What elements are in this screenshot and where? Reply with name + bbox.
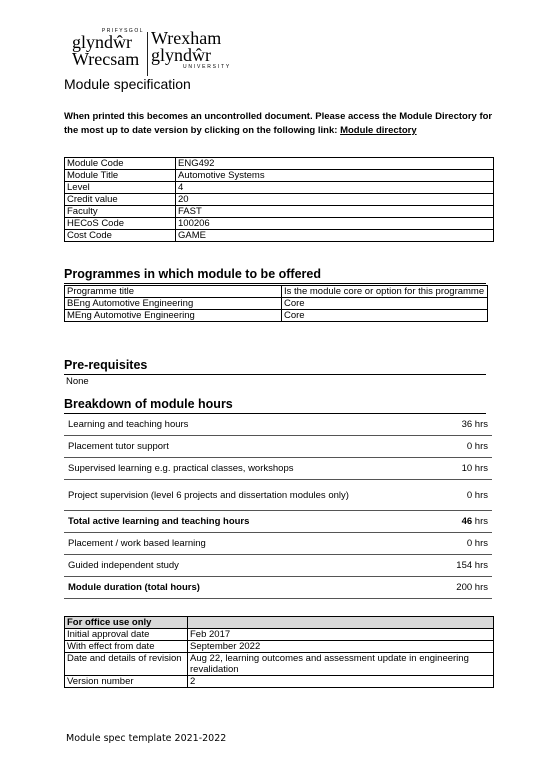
hours-value bbox=[364, 458, 492, 480]
logo-wrexham: Wrexham bbox=[151, 28, 222, 48]
logo-wrecsam: Wrecsam bbox=[72, 49, 140, 69]
table-row bbox=[65, 653, 494, 676]
info-key: Module Code bbox=[65, 158, 176, 170]
office-value: 2 bbox=[188, 676, 494, 688]
hours-number: 10 bbox=[461, 463, 473, 474]
hours-label: Module duration (total hours) bbox=[64, 577, 364, 599]
table-row bbox=[65, 230, 494, 242]
hours-label: Project supervision (level 6 projects and dissertation modules only) bbox=[64, 480, 364, 511]
info-key: Faculty bbox=[65, 206, 176, 218]
hours-value bbox=[364, 480, 492, 511]
hours-number: 0 bbox=[466, 489, 473, 501]
table-row bbox=[65, 641, 494, 653]
table-row bbox=[64, 436, 492, 458]
office-header: For office use only bbox=[65, 617, 188, 629]
info-value: 100206 bbox=[176, 218, 494, 230]
hours-number: 0 bbox=[466, 538, 473, 549]
office-value: Feb 2017 bbox=[188, 629, 494, 641]
logo-glyndwr-welsh: glyndŵr bbox=[72, 32, 132, 52]
university-logo bbox=[72, 28, 232, 78]
programmes-heading: Programmes in which module to be offered bbox=[64, 267, 321, 281]
hours-unit: hrs bbox=[472, 489, 488, 501]
info-key: HECoS Code bbox=[65, 218, 176, 230]
hours-unit: hrs bbox=[472, 560, 488, 571]
info-key: Module Title bbox=[65, 170, 176, 182]
table-row bbox=[65, 629, 494, 641]
office-value: Aug 22, learning outcomes and assessment update in engineering revalidation bbox=[188, 653, 494, 676]
table-row bbox=[64, 511, 492, 533]
table-row bbox=[65, 206, 494, 218]
table-row bbox=[64, 555, 492, 577]
info-value: Automotive Systems bbox=[176, 170, 494, 182]
logo-glyndwr-english: glyndŵr bbox=[151, 45, 211, 65]
hours-value bbox=[364, 577, 492, 599]
prerequisites-text: None bbox=[66, 376, 89, 387]
table-header-row bbox=[65, 286, 488, 298]
info-key: Cost Code bbox=[65, 230, 176, 242]
table-row bbox=[64, 458, 492, 480]
logo-divider bbox=[147, 32, 148, 76]
hours-number: 200 bbox=[456, 582, 473, 593]
info-value: 20 bbox=[176, 194, 494, 206]
hours-value bbox=[364, 555, 492, 577]
prerequisites-heading: Pre-requisites bbox=[64, 358, 148, 372]
hours-number: 0 bbox=[466, 441, 473, 452]
office-value: September 2022 bbox=[188, 641, 494, 653]
hours-value bbox=[364, 436, 492, 458]
table-row bbox=[64, 577, 492, 599]
hours-label: Placement / work based learning bbox=[64, 533, 364, 555]
info-value: GAME bbox=[176, 230, 494, 242]
hours-label: Guided independent study bbox=[64, 555, 364, 577]
info-value: ENG492 bbox=[176, 158, 494, 170]
office-key: Date and details of revision bbox=[65, 653, 188, 676]
table-row bbox=[65, 182, 494, 194]
info-key: Level bbox=[65, 182, 176, 194]
module-info-table bbox=[64, 157, 494, 242]
uncontrolled-notice bbox=[64, 110, 494, 138]
section-divider bbox=[64, 283, 486, 284]
module-directory-link[interactable]: Module directory bbox=[340, 125, 417, 136]
table-row bbox=[65, 158, 494, 170]
table-row bbox=[65, 310, 488, 322]
hours-value bbox=[364, 511, 492, 533]
office-use-table bbox=[64, 616, 494, 688]
notice-text: When printed this becomes an uncontrolled document. Please access the Module Directory for the most up to date version by clicking on the following link: bbox=[64, 111, 493, 136]
hours-heading: Breakdown of module hours bbox=[64, 397, 233, 411]
hours-label: Placement tutor support bbox=[64, 436, 364, 458]
hours-unit: hrs bbox=[472, 538, 488, 549]
programmes-table bbox=[64, 285, 488, 322]
office-key: Version number bbox=[65, 676, 188, 688]
table-row bbox=[65, 170, 494, 182]
table-row bbox=[65, 298, 488, 310]
info-key: Credit value bbox=[65, 194, 176, 206]
page-footer: Module spec template 2021-2022 bbox=[66, 733, 227, 744]
hours-number: 36 bbox=[461, 419, 473, 430]
table-row bbox=[64, 414, 492, 436]
column-header: Programme title bbox=[65, 286, 282, 298]
info-value: FAST bbox=[176, 206, 494, 218]
page-title: Module specification bbox=[64, 76, 191, 92]
section-divider bbox=[64, 374, 486, 375]
hours-label: Learning and teaching hours bbox=[64, 414, 364, 436]
logo-prifysgol: PRIFYSGOL bbox=[101, 28, 144, 34]
table-row bbox=[64, 480, 492, 511]
hours-label: Supervised learning e.g. practical classes, workshops bbox=[64, 458, 364, 480]
info-value: 4 bbox=[176, 182, 494, 194]
hours-unit: hrs bbox=[472, 441, 488, 452]
programme-title: BEng Automotive Engineering bbox=[65, 298, 282, 310]
office-header-blank bbox=[188, 617, 494, 629]
table-row bbox=[65, 676, 494, 688]
table-row bbox=[65, 218, 494, 230]
logo-english bbox=[151, 30, 231, 70]
table-row bbox=[64, 533, 492, 555]
table-header-row bbox=[65, 617, 494, 629]
logo-welsh bbox=[72, 28, 144, 68]
hours-number: 154 bbox=[456, 560, 473, 571]
hours-value bbox=[364, 414, 492, 436]
core-or-option: Core bbox=[282, 298, 488, 310]
hours-label: Total active learning and teaching hours bbox=[64, 511, 364, 533]
programme-title: MEng Automotive Engineering bbox=[65, 310, 282, 322]
hours-unit: hrs bbox=[472, 419, 488, 430]
hours-unit: hrs bbox=[472, 516, 488, 527]
office-key: With effect from date bbox=[65, 641, 188, 653]
logo-university: UNIVERSITY bbox=[182, 64, 231, 70]
column-header: Is the module core or option for this programme bbox=[282, 286, 488, 298]
table-row bbox=[65, 194, 494, 206]
hours-unit: hrs bbox=[472, 582, 488, 593]
hours-number: 46 bbox=[461, 516, 473, 527]
core-or-option: Core bbox=[282, 310, 488, 322]
hours-value bbox=[364, 533, 492, 555]
hours-unit: hrs bbox=[472, 463, 488, 474]
module-hours-table bbox=[64, 414, 492, 599]
office-key: Initial approval date bbox=[65, 629, 188, 641]
